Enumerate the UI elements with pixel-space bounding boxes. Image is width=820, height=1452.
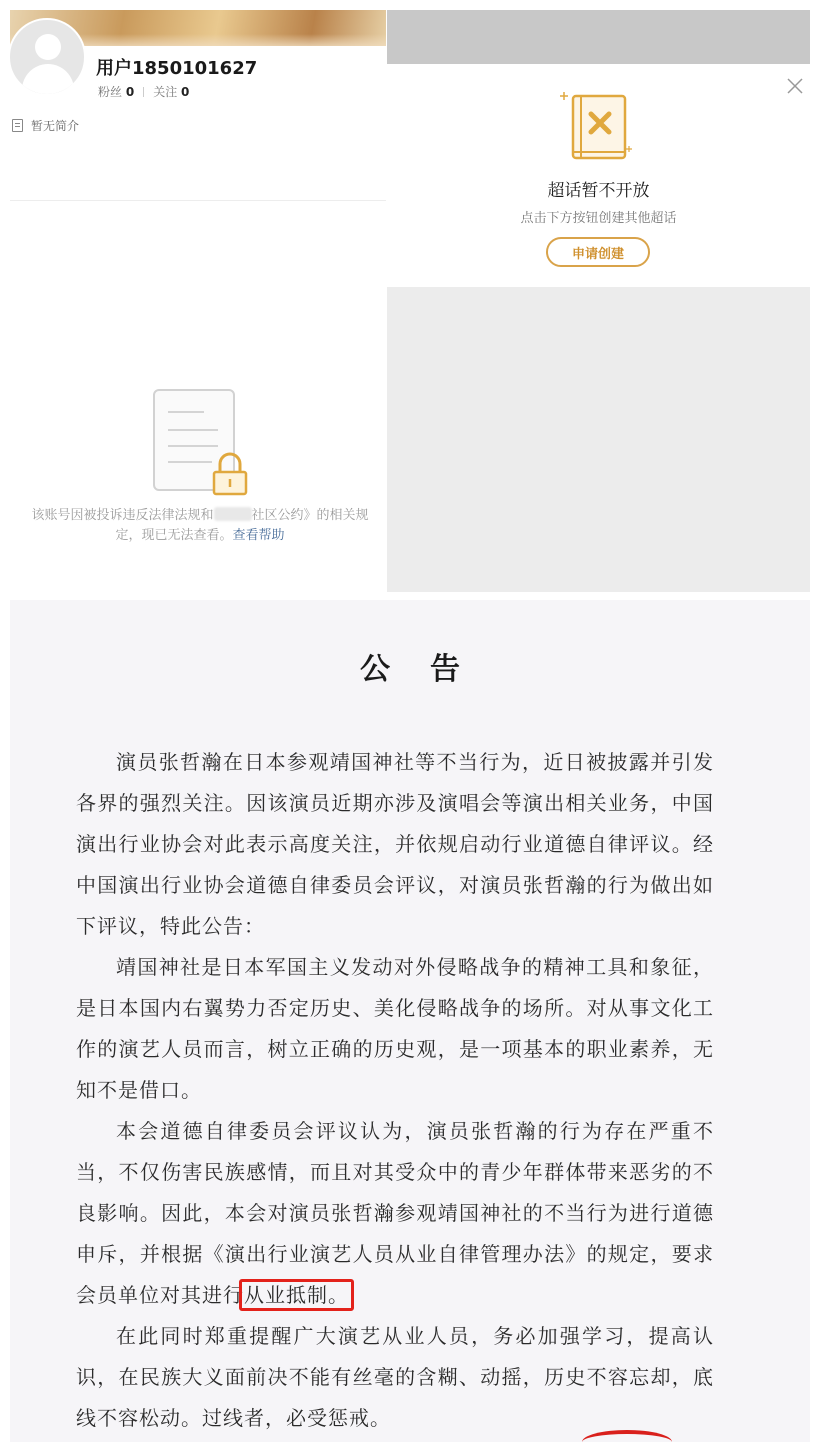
section-divider <box>10 200 386 201</box>
apply-create-button[interactable]: 申请创建 <box>546 237 650 267</box>
help-link[interactable]: 查看帮助 <box>232 528 285 543</box>
username: 用户1850101627 <box>96 58 258 79</box>
locked-message-text: 该账号因被投诉违反法律法规和 <box>31 508 214 523</box>
notice-paragraph-1: 演员张哲瀚在日本参观靖国神社等不当行为，近日被披露并引发各界的强烈关注。因该演员近期亦涉及演唱会等演出相关业务，中国演出行业协会对此表示高度关注，并依规启动行业道德自律评议。经中国演出行业协会道德自律委员会评议，对演员张哲瀚的行为做出如下评议，特此公告： <box>76 750 714 938</box>
follow-stats <box>98 83 189 100</box>
redacted-text <box>214 507 252 521</box>
notice-paragraph-3-text: 本会道德自律委员会评议认为，演员张哲瀚的行为存在严重不当，不仅伤害民族感情，而且对其受众中的青少年群体带来恶劣的不良影响。因此，本会对演员张哲瀚参观靖国神社的不当行为进行道德申斥，并根据《演出行业演艺人员从业自律管理办法》的规定，要求会员单位对其进行 <box>76 1119 714 1307</box>
follow-count: 0 <box>181 85 190 99</box>
popup-subtitle: 点击下方按钮创建其他超话 <box>520 211 677 226</box>
fans-stat[interactable] <box>98 85 134 99</box>
bio <box>12 117 79 134</box>
highlighted-phrase: 从业抵制。 <box>239 1279 354 1311</box>
supertopic-panel <box>387 10 810 592</box>
locked-message-text-2: 社区公约》的相关规定，现已无法查看。 <box>115 508 369 543</box>
locked-account-message <box>30 506 370 546</box>
profile-panel <box>10 10 386 592</box>
stats-divider <box>143 87 144 97</box>
notice-paragraph-3 <box>76 1111 714 1316</box>
close-icon[interactable] <box>786 77 804 95</box>
notice-paragraph-4: 在此同时郑重提醒广大演艺从业人员，务必加强学习，提高认识，在民族大义面前决不能有丝毫的含糊、动摇，历史不容忘却，底线不容松动。过线者，必受惩戒。 <box>76 1324 714 1430</box>
notice-document <box>10 600 810 1442</box>
top-bar <box>387 10 810 64</box>
bio-text: 暂无简介 <box>31 119 80 133</box>
empty-area <box>387 287 810 592</box>
supertopic-popup <box>387 64 810 287</box>
document-icon <box>12 119 23 132</box>
notice-body <box>76 742 714 1439</box>
avatar[interactable] <box>10 18 86 96</box>
popup-title: 超话暂不开放 <box>547 181 650 201</box>
locked-document-icon <box>152 388 252 498</box>
fans-label: 粉丝 <box>98 85 123 99</box>
notice-title: 公告 <box>360 652 500 687</box>
fans-count: 0 <box>125 85 135 99</box>
follow-stat[interactable] <box>153 85 189 99</box>
closed-book-icon <box>559 86 639 164</box>
follow-label: 关注 <box>153 85 178 99</box>
notice-paragraph-2: 靖国神社是日本军国主义发动对外侵略战争的精神工具和象征，是日本国内右翼势力否定历史、美化侵略战争的场所。对从事文化工作的演艺人员而言，树立正确的历史观，是一项基本的职业素养，无知不是借口。 <box>76 955 714 1102</box>
